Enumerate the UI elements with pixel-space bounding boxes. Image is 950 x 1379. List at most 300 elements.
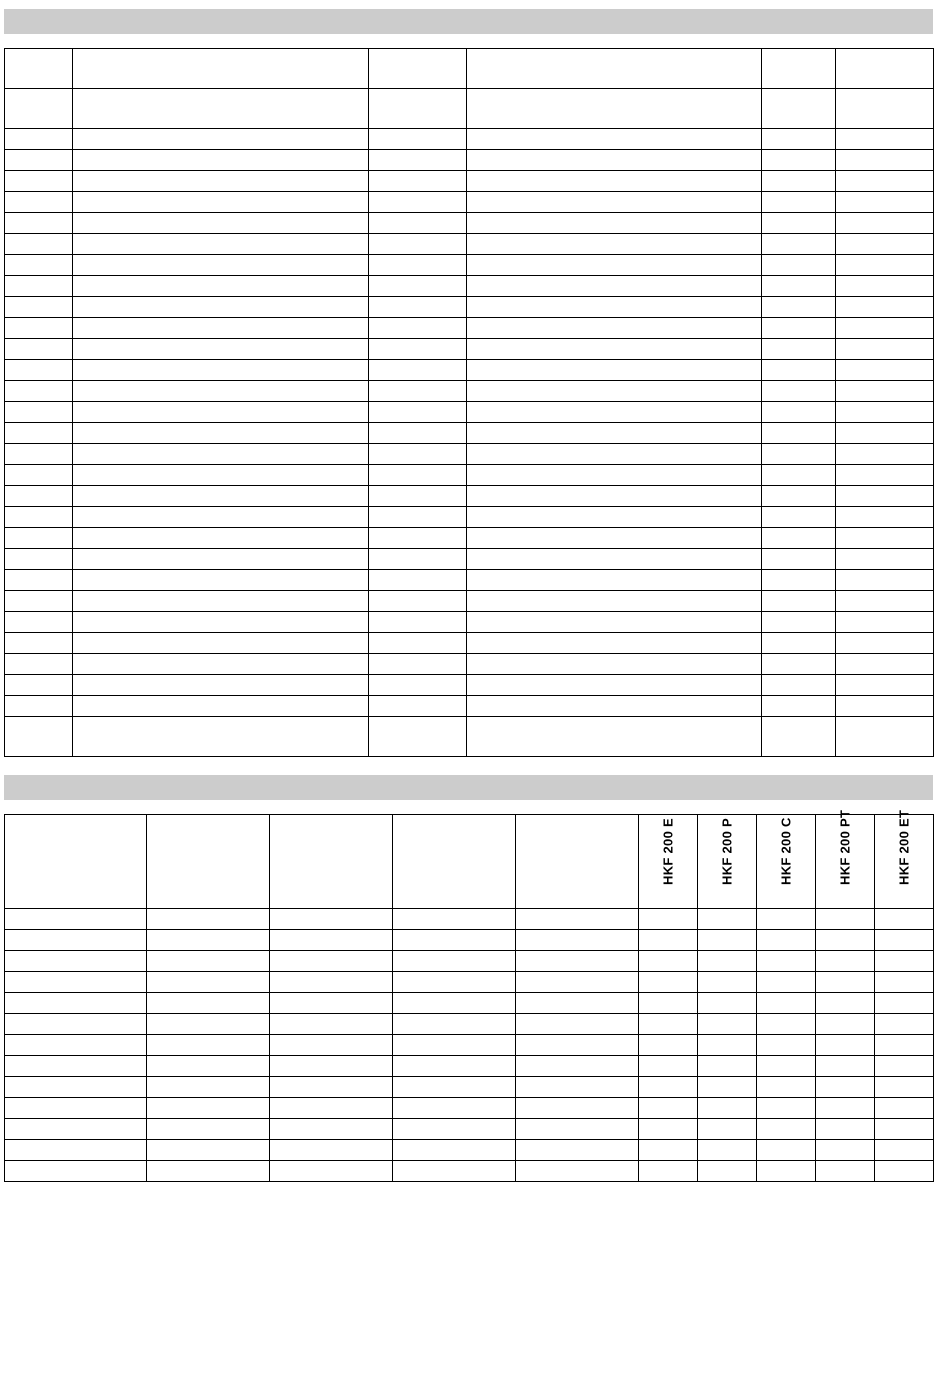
table-cell	[467, 591, 762, 612]
table-cell	[369, 570, 467, 591]
table-cell	[369, 318, 467, 339]
table-cell	[762, 591, 836, 612]
table-cell	[369, 150, 467, 171]
table-row	[5, 951, 934, 972]
table-cell	[875, 1035, 934, 1056]
model-header-label: HKF 200 ET	[896, 809, 912, 885]
table-cell	[816, 1140, 875, 1161]
table-cell	[5, 1056, 147, 1077]
table-cell	[836, 402, 934, 423]
table-cell	[5, 528, 73, 549]
table-cell	[369, 276, 467, 297]
table-row	[5, 444, 934, 465]
table-cell	[393, 972, 516, 993]
table-cell	[369, 465, 467, 486]
table-row	[5, 234, 934, 255]
table-cell	[393, 1140, 516, 1161]
table-cell	[270, 1140, 393, 1161]
table-cell	[762, 486, 836, 507]
table-cell	[836, 465, 934, 486]
table-cell	[762, 570, 836, 591]
table-cell	[5, 150, 73, 171]
table-cell	[5, 89, 73, 129]
table-row	[5, 318, 934, 339]
table-cell	[369, 402, 467, 423]
table-cell	[5, 612, 73, 633]
table-cell	[816, 1035, 875, 1056]
table-cell	[698, 909, 757, 930]
table-cell	[762, 381, 836, 402]
table-cell	[73, 213, 369, 234]
table-cell	[147, 1161, 270, 1182]
table-row	[5, 633, 934, 654]
table-cell	[467, 696, 762, 717]
table-row	[5, 49, 934, 89]
table-cell	[467, 89, 762, 129]
table-cell	[369, 696, 467, 717]
table-cell	[73, 360, 369, 381]
table-cell	[5, 339, 73, 360]
table-cell	[73, 381, 369, 402]
table-cell	[5, 909, 147, 930]
table-row	[5, 297, 934, 318]
table-row	[5, 696, 934, 717]
table-cell	[73, 297, 369, 318]
model-matrix-table	[4, 809, 934, 1182]
table-cell	[5, 49, 73, 89]
table-cell	[836, 49, 934, 89]
table-cell	[270, 972, 393, 993]
table-cell	[467, 129, 762, 150]
table-cell	[467, 444, 762, 465]
table-cell	[5, 213, 73, 234]
table-cell	[467, 49, 762, 89]
table-cell	[73, 444, 369, 465]
table-row	[5, 1140, 934, 1161]
table-cell	[270, 1161, 393, 1182]
table-cell	[73, 89, 369, 129]
table-cell	[467, 549, 762, 570]
table-cell	[73, 528, 369, 549]
table-cell	[762, 339, 836, 360]
table-cell	[467, 318, 762, 339]
table-cell	[147, 1119, 270, 1140]
table-cell	[698, 1119, 757, 1140]
section-header-bar-2	[4, 775, 933, 800]
table-cell	[639, 1161, 698, 1182]
table-cell	[5, 1098, 147, 1119]
table-cell	[73, 486, 369, 507]
table-cell	[698, 1140, 757, 1161]
table-cell	[270, 1056, 393, 1077]
table-row	[5, 192, 934, 213]
table-cell	[516, 1140, 639, 1161]
table-cell	[757, 951, 816, 972]
table-cell	[270, 1035, 393, 1056]
table-cell	[875, 1056, 934, 1077]
table-cell	[393, 1119, 516, 1140]
table-cell	[5, 465, 73, 486]
table-cell	[757, 1035, 816, 1056]
table-cell	[836, 171, 934, 192]
table-row	[5, 507, 934, 528]
table-cell	[762, 696, 836, 717]
table-cell	[836, 360, 934, 381]
table-row	[5, 675, 934, 696]
table-cell	[393, 1056, 516, 1077]
table-cell	[762, 318, 836, 339]
table-cell	[698, 1077, 757, 1098]
table-cell	[369, 486, 467, 507]
table-cell	[467, 423, 762, 444]
model-header-cell	[698, 815, 757, 909]
table-cell	[639, 930, 698, 951]
table-cell	[5, 675, 73, 696]
table-cell	[73, 507, 369, 528]
table-cell	[816, 1098, 875, 1119]
table-cell	[393, 1161, 516, 1182]
table-cell	[369, 297, 467, 318]
table-cell	[73, 402, 369, 423]
table-cell	[516, 909, 639, 930]
table-cell	[836, 276, 934, 297]
table-cell	[369, 192, 467, 213]
table-cell	[467, 675, 762, 696]
table-row	[5, 1035, 934, 1056]
table-cell	[467, 255, 762, 276]
table-cell	[816, 972, 875, 993]
table-cell	[875, 1077, 934, 1098]
table-cell	[836, 192, 934, 213]
table-cell	[369, 171, 467, 192]
table-cell	[836, 507, 934, 528]
table-cell	[467, 507, 762, 528]
table-cell	[467, 465, 762, 486]
table-cell	[73, 276, 369, 297]
table-cell	[639, 951, 698, 972]
table-cell	[270, 1077, 393, 1098]
table-cell	[5, 171, 73, 192]
table-cell	[816, 1161, 875, 1182]
table-cell	[757, 1119, 816, 1140]
table-cell	[147, 993, 270, 1014]
table-cell	[5, 1035, 147, 1056]
table-cell	[757, 972, 816, 993]
table-cell	[762, 129, 836, 150]
header-cell	[5, 815, 147, 909]
table-cell	[698, 1161, 757, 1182]
table-cell	[5, 1140, 147, 1161]
table-cell	[467, 654, 762, 675]
table-row	[5, 654, 934, 675]
table-row	[5, 360, 934, 381]
table-row	[5, 402, 934, 423]
table-cell	[467, 360, 762, 381]
table-cell	[836, 675, 934, 696]
table-cell	[762, 171, 836, 192]
table-cell	[762, 234, 836, 255]
table-cell	[836, 318, 934, 339]
table-row	[5, 1161, 934, 1182]
table-cell	[762, 444, 836, 465]
table-cell	[836, 339, 934, 360]
table-cell	[516, 993, 639, 1014]
table-cell	[73, 612, 369, 633]
table-cell	[5, 1161, 147, 1182]
table-cell	[639, 1056, 698, 1077]
table-cell	[369, 654, 467, 675]
table-cell	[875, 1161, 934, 1182]
table-cell	[393, 993, 516, 1014]
table-cell	[369, 381, 467, 402]
table-cell	[639, 972, 698, 993]
table-cell	[369, 339, 467, 360]
table-row	[5, 1077, 934, 1098]
table-cell	[73, 255, 369, 276]
table-cell	[147, 1035, 270, 1056]
table-cell	[73, 654, 369, 675]
table-cell	[73, 318, 369, 339]
table-cell	[698, 1056, 757, 1077]
table-cell	[762, 297, 836, 318]
table-cell	[5, 507, 73, 528]
header-cell	[147, 815, 270, 909]
table-cell	[369, 717, 467, 757]
table-cell	[875, 1098, 934, 1119]
section-header-bar-1	[4, 9, 933, 34]
table-cell	[698, 993, 757, 1014]
table-cell	[467, 234, 762, 255]
table-cell	[836, 696, 934, 717]
table-cell	[147, 972, 270, 993]
table-cell	[639, 1098, 698, 1119]
table-cell	[836, 213, 934, 234]
table-cell	[467, 276, 762, 297]
table-cell	[816, 951, 875, 972]
table-row	[5, 381, 934, 402]
table-row	[5, 591, 934, 612]
table-cell	[369, 234, 467, 255]
table-cell	[73, 696, 369, 717]
table-cell	[516, 951, 639, 972]
table-cell	[5, 696, 73, 717]
model-header-cell	[875, 809, 934, 909]
table-row	[5, 276, 934, 297]
table-cell	[762, 717, 836, 757]
table-cell	[762, 507, 836, 528]
table-row	[5, 213, 934, 234]
table-cell	[467, 402, 762, 423]
table-cell	[5, 255, 73, 276]
table-cell	[369, 528, 467, 549]
table-cell	[467, 528, 762, 549]
table-cell	[639, 1014, 698, 1035]
table-cell	[757, 1056, 816, 1077]
table-cell	[836, 444, 934, 465]
table-cell	[147, 1098, 270, 1119]
table-cell	[5, 360, 73, 381]
table-cell	[467, 381, 762, 402]
table-cell	[369, 213, 467, 234]
table-cell	[875, 993, 934, 1014]
table-cell	[73, 234, 369, 255]
table-cell	[5, 1119, 147, 1140]
table-cell	[875, 1119, 934, 1140]
table-cell	[875, 1014, 934, 1035]
table-cell	[639, 1119, 698, 1140]
table-cell	[757, 1077, 816, 1098]
table-cell	[147, 930, 270, 951]
table-cell	[516, 1098, 639, 1119]
table-cell	[698, 972, 757, 993]
table-cell	[393, 1014, 516, 1035]
table-cell	[762, 255, 836, 276]
table-cell	[5, 192, 73, 213]
table-cell	[836, 234, 934, 255]
table-cell	[270, 993, 393, 1014]
table-cell	[5, 993, 147, 1014]
table-cell	[639, 1035, 698, 1056]
table-cell	[836, 297, 934, 318]
table-cell	[836, 381, 934, 402]
table-cell	[5, 318, 73, 339]
table-cell	[762, 612, 836, 633]
table-cell	[836, 89, 934, 129]
table-cell	[762, 423, 836, 444]
table-cell	[393, 909, 516, 930]
table-cell	[73, 339, 369, 360]
table-cell	[836, 255, 934, 276]
table-cell	[73, 675, 369, 696]
table-row	[5, 930, 934, 951]
table-cell	[5, 234, 73, 255]
table-cell	[147, 1140, 270, 1161]
table-row	[5, 528, 934, 549]
header-cell	[516, 815, 639, 909]
table-cell	[516, 972, 639, 993]
table-cell	[875, 1140, 934, 1161]
table-cell	[73, 717, 369, 757]
parts-list-table	[4, 48, 934, 757]
table-cell	[516, 1119, 639, 1140]
table-cell	[762, 633, 836, 654]
table-cell	[836, 654, 934, 675]
table-cell	[5, 276, 73, 297]
table-cell	[467, 339, 762, 360]
table-cell	[816, 1077, 875, 1098]
table-cell	[816, 909, 875, 930]
table-cell	[762, 192, 836, 213]
table-cell	[467, 192, 762, 213]
table-cell	[5, 381, 73, 402]
table-cell	[467, 297, 762, 318]
table-cell	[836, 528, 934, 549]
table-row	[5, 339, 934, 360]
table-cell	[639, 909, 698, 930]
table-cell	[369, 89, 467, 129]
table-cell	[516, 1077, 639, 1098]
table-cell	[369, 591, 467, 612]
table-cell	[816, 1056, 875, 1077]
table-cell	[762, 360, 836, 381]
table-cell	[73, 570, 369, 591]
table-cell	[698, 1035, 757, 1056]
table-row	[5, 909, 934, 930]
table-cell	[369, 423, 467, 444]
table-row	[5, 89, 934, 129]
table-cell	[698, 1014, 757, 1035]
table-cell	[836, 717, 934, 757]
table-cell	[467, 486, 762, 507]
table-cell	[73, 465, 369, 486]
table-row	[5, 1014, 934, 1035]
table-row	[5, 171, 934, 192]
table-cell	[639, 1077, 698, 1098]
table-cell	[516, 1056, 639, 1077]
table-cell	[698, 951, 757, 972]
table-cell	[369, 633, 467, 654]
table-cell	[639, 1140, 698, 1161]
table-cell	[757, 909, 816, 930]
table-cell	[762, 528, 836, 549]
table-cell	[875, 909, 934, 930]
table-cell	[467, 570, 762, 591]
table-cell	[836, 129, 934, 150]
table-cell	[5, 129, 73, 150]
table-cell	[836, 549, 934, 570]
table-row	[5, 486, 934, 507]
table-cell	[369, 507, 467, 528]
table-cell	[5, 570, 73, 591]
table-cell	[836, 612, 934, 633]
table-cell	[467, 150, 762, 171]
table-cell	[5, 591, 73, 612]
table-cell	[5, 1014, 147, 1035]
table-cell	[836, 150, 934, 171]
table-cell	[516, 1035, 639, 1056]
table-header-row	[5, 815, 934, 909]
table-cell	[836, 591, 934, 612]
table-cell	[516, 930, 639, 951]
table-row	[5, 150, 934, 171]
table-cell	[467, 633, 762, 654]
table-cell	[698, 1098, 757, 1119]
table-cell	[5, 444, 73, 465]
table-cell	[393, 951, 516, 972]
table-cell	[836, 486, 934, 507]
model-header-label: HKF 200 P	[719, 817, 735, 885]
model-header-cell	[757, 815, 816, 909]
table-row	[5, 993, 934, 1014]
table-cell	[762, 150, 836, 171]
table-cell	[762, 465, 836, 486]
table-cell	[875, 972, 934, 993]
table-cell	[147, 1056, 270, 1077]
table-row	[5, 570, 934, 591]
table-row	[5, 717, 934, 757]
table-cell	[369, 129, 467, 150]
table-row	[5, 1056, 934, 1077]
table-cell	[270, 951, 393, 972]
table-cell	[836, 423, 934, 444]
table-cell	[836, 633, 934, 654]
table-cell	[757, 1161, 816, 1182]
table-cell	[393, 1098, 516, 1119]
table-cell	[5, 951, 147, 972]
model-header-label: HKF 200 E	[660, 817, 676, 885]
table-cell	[73, 591, 369, 612]
table-row	[5, 549, 934, 570]
